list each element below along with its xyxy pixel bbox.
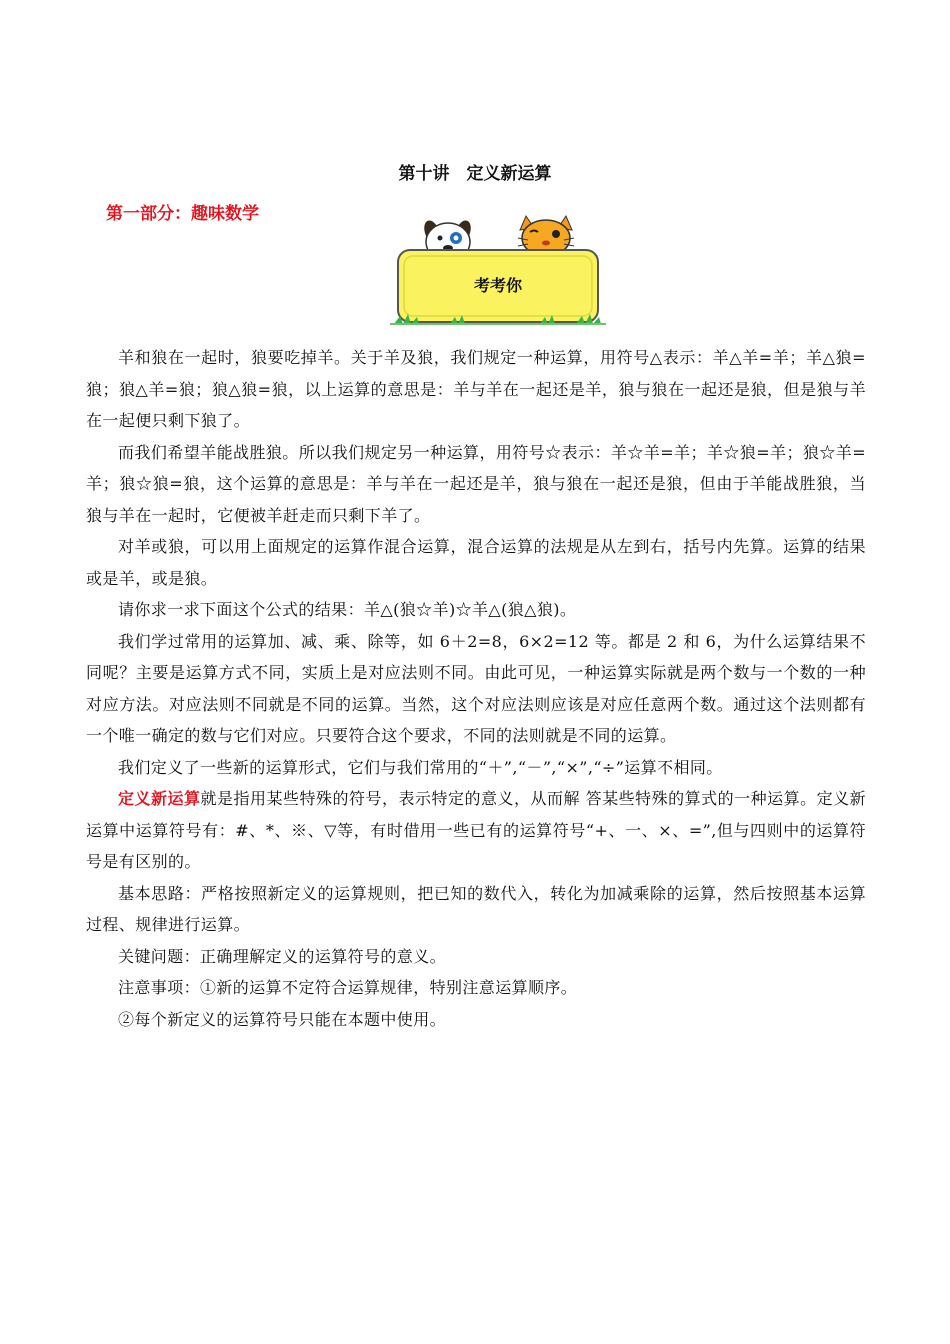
sign-text: 考考你 [473,276,522,295]
paragraph: 基本思路：严格按照新定义的运算规则，把已知的数代入，转化为加减乘除的运算，然后按照基本运算过程、规律进行运算。 [86,883,866,934]
paragraph: 而我们希望羊能战胜狼。所以我们规定另一种运算，用符号☆表示：羊☆羊=羊；羊☆狼=羊；狼☆羊=羊；狼☆狼=狼，这个运算的意思是：羊与羊在一起还是羊，狼与狼在一起还是狼，但由于羊能战胜狼，当狼与羊在一起时，它便被羊赶走而只剩下羊了。 [86,442,866,525]
paragraph: ②每个新定义的运算符号只能在本题中使用。 [118,1009,447,1029]
page-title: 第十讲 定义新运算 [398,164,552,184]
paragraph: 我们学过常用的运算加、减、乘、除等，如 6＋2=8，6×2=12 等。都是 2 和 6，为什么运算结果不同呢？主要是运算方式不同，实质上是对应法则不同。由此可见，一种运算实际就是两个数与一个数的一种对应方法。对应法则不同就是不同的运算。当然，这个对应法则应该是对应任意两个数。通过这个法则都有一个唯一确定的数与它们对应。只要符合这个要求，不同的法则就是不同的运算。 [86,631,866,745]
definition-text: 就是指用某些特殊的符号，表示特定的意义，从而解 答某些特殊的算式的一种运算。定义新运算中运算符号有：#、*、※、▽等，有时借用一些已有的运算符号“+、一、×、=”,但与四则中的运算符号是有区别的。 [86,789,866,871]
paragraph: 羊和狼在一起时，狼要吃掉羊。关于羊及狼，我们规定一种运算，用符号△表示：羊△羊=羊；羊△狼=狼；狼△羊=狼；狼△狼=狼，以上运算的意思是：羊与羊在一起还是羊，狼与狼在一起还是狼，但是狼与羊在一起便只剩下狼了。 [86,348,866,430]
definition-paragraph [86,783,866,878]
definition-term: 定义新运算 [118,789,201,808]
section-heading: 第一部分：趣味数学 [106,204,259,224]
paragraph: 对羊或狼，可以用上面规定的运算作混合运算，混合运算的法规是从左到右，括号内先算。运算的结果或是羊，或是狼。 [86,537,866,588]
paragraph: 我们定义了一些新的运算形式，它们与我们常用的“＋”,“－”,“×”,“÷”运算不相同。 [118,757,723,777]
paragraph: 关键问题：正确理解定义的运算符号的意义。 [118,946,447,966]
paragraph: 请你求一求下面这个公式的结果：羊△(狼☆羊)☆羊△(狼△狼)。 [118,600,577,619]
dog-cat-sign-illustration [390,212,606,328]
paragraph: 注意事项：①新的运算不定符合运算规律，特别注意运算顺序。 [118,978,578,997]
lesson-body [86,342,866,1035]
cartoon-sign-figure [390,212,606,328]
